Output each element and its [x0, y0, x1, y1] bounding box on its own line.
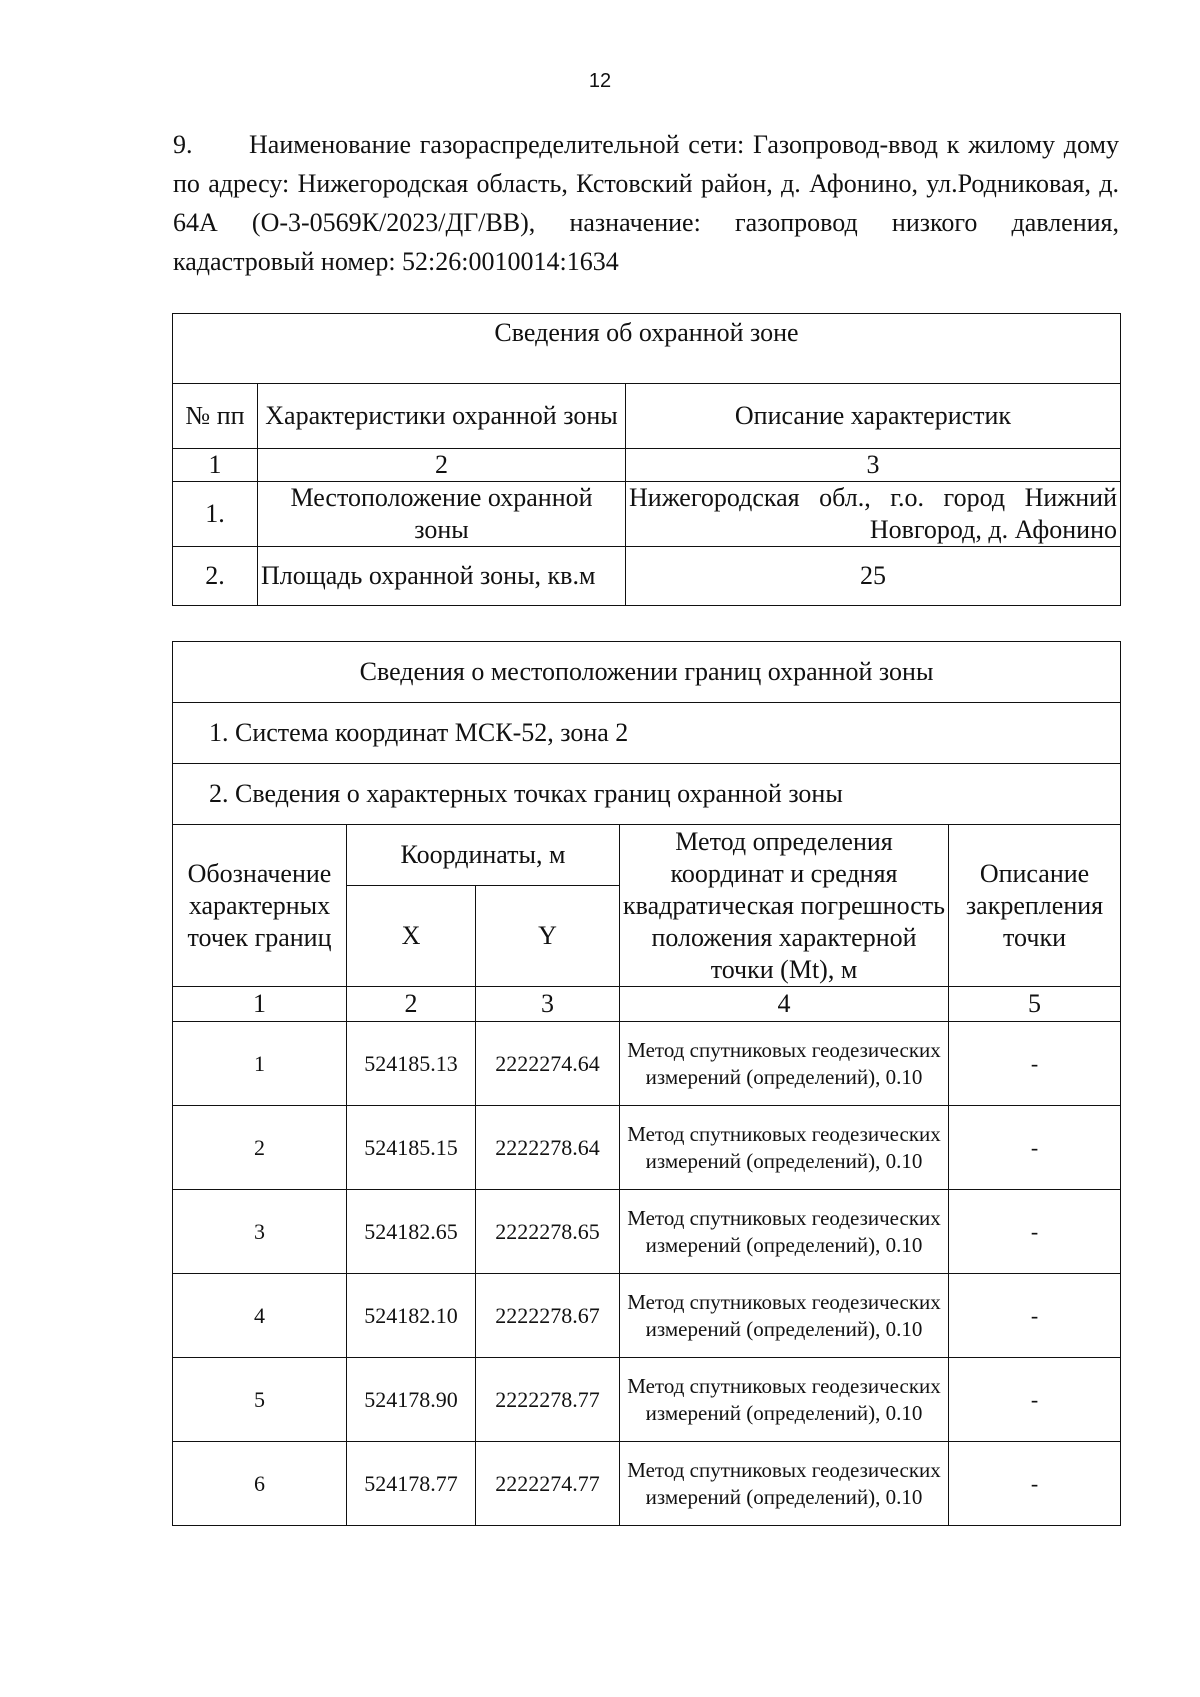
- zone-info-table: [172, 313, 1121, 606]
- point-x: 524185.13: [347, 1022, 476, 1106]
- index-cell: 2: [347, 987, 476, 1022]
- table-row: [173, 547, 1121, 606]
- index-cell: 4: [620, 987, 949, 1022]
- header-coords: Координаты, м: [347, 825, 620, 886]
- table-row: [173, 1274, 1121, 1358]
- point-method: Метод спутниковых геодезических измерений (определений), 0.10: [620, 1022, 949, 1106]
- header-description: Описание характеристик: [626, 384, 1121, 449]
- header-characteristic: Характеристики охранной зоны: [258, 384, 626, 449]
- point-y: 2222278.64: [476, 1106, 620, 1190]
- point-method: Метод спутниковых геодезических измерений (определений), 0.10: [620, 1106, 949, 1190]
- point-x: 524178.77: [347, 1442, 476, 1526]
- point-fixing: -: [949, 1190, 1121, 1274]
- point-method: Метод спутниковых геодезических измерений (определений), 0.10: [620, 1442, 949, 1526]
- point-fixing: -: [949, 1106, 1121, 1190]
- table-row: [173, 1106, 1121, 1190]
- point-fixing: -: [949, 1442, 1121, 1526]
- point-y: 2222274.64: [476, 1022, 620, 1106]
- points-title: 2. Сведения о характерных точках границ охранной зоны: [173, 764, 1121, 825]
- index-cell: 3: [626, 449, 1121, 482]
- point-id: 1: [173, 1022, 347, 1106]
- point-x: 524182.65: [347, 1190, 476, 1274]
- header-fixing: Описание закрепления точки: [949, 825, 1121, 987]
- row-value: Нижегородская обл., г.о. город Нижний Новгород, д. Афонино: [626, 482, 1121, 547]
- table-row: [173, 1190, 1121, 1274]
- point-id: 6: [173, 1442, 347, 1526]
- header-designation: Обозначение характерных точек границ: [173, 825, 347, 987]
- index-cell: 5: [949, 987, 1121, 1022]
- index-cell: 2: [258, 449, 626, 482]
- point-y: 2222278.77: [476, 1358, 620, 1442]
- table-row: [173, 1442, 1121, 1526]
- zone-bounds-table: [172, 641, 1121, 1526]
- row-num: 2.: [173, 547, 258, 606]
- point-x: 524178.90: [347, 1358, 476, 1442]
- point-id: 2: [173, 1106, 347, 1190]
- point-method: Метод спутниковых геодезических измерений (определений), 0.10: [620, 1190, 949, 1274]
- header-num: № пп: [173, 384, 258, 449]
- row-num: 1.: [173, 482, 258, 547]
- point-fixing: -: [949, 1022, 1121, 1106]
- item-text: Наименование газораспределительной сети: Газопровод-ввод к жилому дому по адресу: Нижегородская область, Кстовский район, д. Афонино, ул.Родниковая, д. 64А (О-3-0569К/2023/ДГ/ВВ), назначение: газопровод низкого давления, кадастровый номер: 52:26:0010014:1634: [173, 130, 1119, 276]
- point-id: 3: [173, 1190, 347, 1274]
- point-y: 2222278.65: [476, 1190, 620, 1274]
- coord-system: 1. Система координат МСК-52, зона 2: [173, 703, 1121, 764]
- index-cell: 3: [476, 987, 620, 1022]
- point-x: 524182.10: [347, 1274, 476, 1358]
- point-fixing: -: [949, 1274, 1121, 1358]
- table-row: [173, 1022, 1121, 1106]
- point-method: Метод спутниковых геодезических измерений (определений), 0.10: [620, 1274, 949, 1358]
- table-row: [173, 482, 1121, 547]
- row-name: Площадь охранной зоны, кв.м: [258, 547, 626, 606]
- index-cell: 1: [173, 987, 347, 1022]
- point-y: 2222274.77: [476, 1442, 620, 1526]
- row-name: Местоположение охранной зоны: [258, 482, 626, 547]
- index-cell: 1: [173, 449, 258, 482]
- point-y: 2222278.67: [476, 1274, 620, 1358]
- point-id: 4: [173, 1274, 347, 1358]
- table-row: [173, 1358, 1121, 1442]
- header-x: X: [347, 886, 476, 987]
- page-number: 12: [588, 70, 612, 92]
- point-id: 5: [173, 1358, 347, 1442]
- network-description: [173, 125, 1119, 281]
- header-method: Метод определения координат и средняя квадратическая погрешность положения характерной точки (Mt), м: [620, 825, 949, 987]
- point-method: Метод спутниковых геодезических измерений (определений), 0.10: [620, 1358, 949, 1442]
- point-fixing: -: [949, 1358, 1121, 1442]
- zone-bounds-title: Сведения о местоположении границ охранной зоны: [173, 642, 1121, 703]
- row-value: 25: [626, 547, 1121, 606]
- header-y: Y: [476, 886, 620, 987]
- item-number: 9.: [173, 130, 193, 159]
- point-x: 524185.15: [347, 1106, 476, 1190]
- zone-info-title: Сведения об охранной зоне: [173, 314, 1121, 384]
